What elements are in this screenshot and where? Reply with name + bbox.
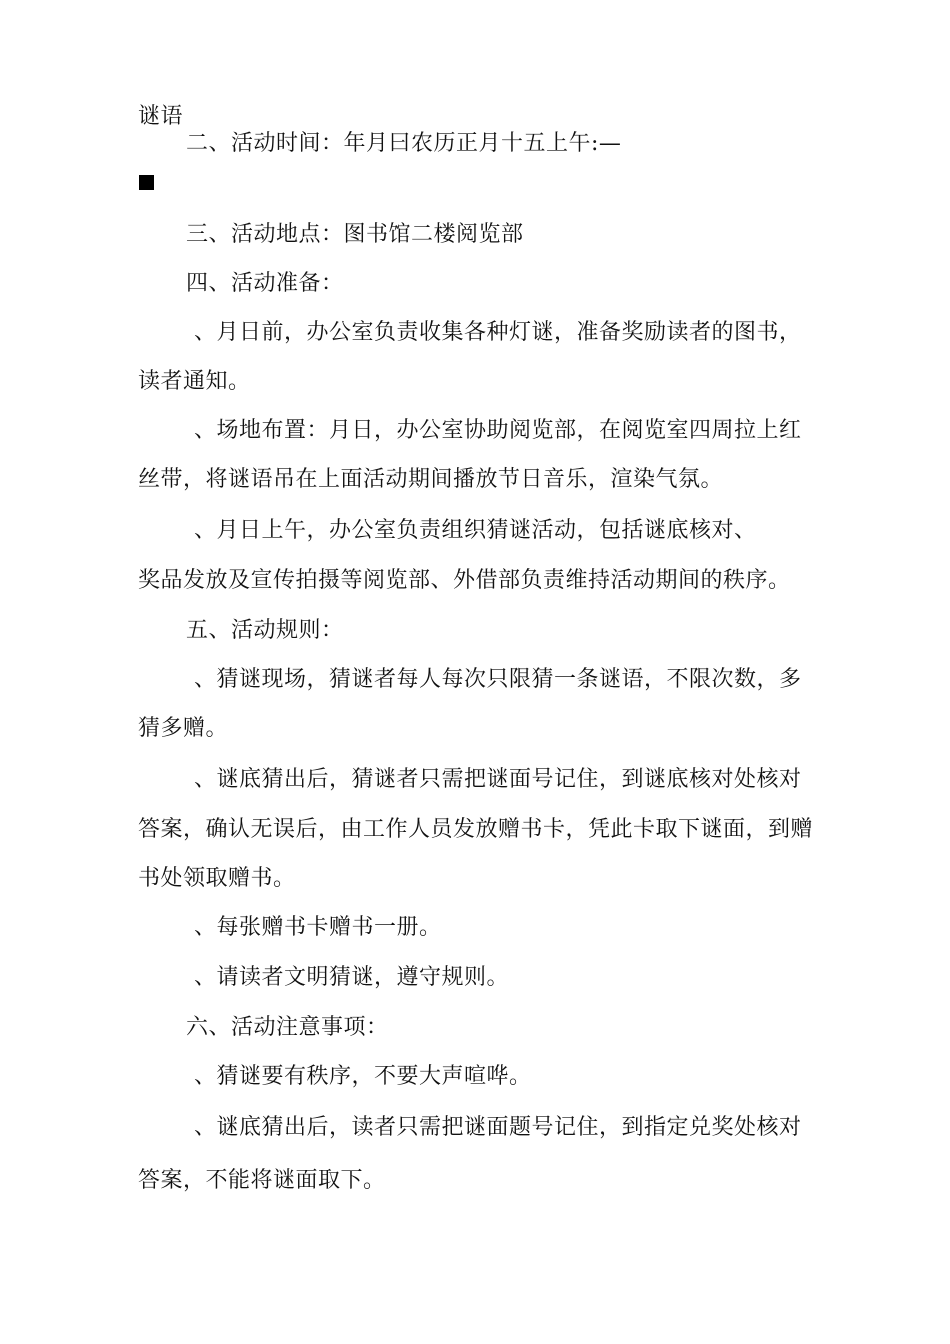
section-heading-location: 三、活动地点：图书馆二楼阅览部 bbox=[186, 222, 524, 247]
section-heading-preparation: 四、活动准备： bbox=[186, 271, 344, 296]
paragraph-line: 、猜谜要有秩序，不要大声喧哗。 bbox=[194, 1064, 532, 1089]
paragraph-line: 书处领取赠书。 bbox=[138, 866, 296, 891]
paragraph-line: 读者通知。 bbox=[138, 369, 251, 394]
section-heading-rules: 五、活动规则： bbox=[186, 618, 344, 643]
paragraph-line: 答案，不能将谜面取下。 bbox=[138, 1168, 386, 1193]
paragraph-line: 、月日上午，办公室负责组织猜谜活动，包括谜底核对、 bbox=[194, 518, 757, 543]
paragraph-line: 猜多赠。 bbox=[138, 716, 229, 741]
text-line: 谜语 bbox=[138, 104, 184, 129]
square-bullet-icon bbox=[139, 175, 154, 190]
paragraph-line: 、月日前，办公室负责收集各种灯谜，准备奖励读者的图书， bbox=[194, 320, 802, 345]
section-heading-time: 二、活动时间：年月曰农历正月十五上午:— bbox=[186, 131, 622, 156]
paragraph-line: 答案，确认无误后，由工作人员发放赠书卡，凭此卡取下谜面，到赠 bbox=[138, 817, 814, 842]
paragraph-line: 、谜底猜出后，读者只需把谜面题号记住，到指定兑奖处核对 bbox=[194, 1115, 802, 1140]
paragraph-line: 、谜底猜出后，猜谜者只需把谜面号记住，到谜底核对处核对 bbox=[194, 767, 802, 792]
paragraph-line: 丝带，将谜语吊在上面活动期间播放节日音乐，渲染气氛。 bbox=[138, 467, 724, 492]
paragraph-line: 奖品发放及宣传拍摄等阅览部、外借部负责维持活动期间的秩序。 bbox=[138, 568, 791, 593]
paragraph-line: 、每张赠书卡赠书一册。 bbox=[194, 915, 442, 940]
paragraph-line: 、请读者文明猜谜，遵守规则。 bbox=[194, 965, 510, 990]
section-heading-notes: 六、活动注意事项： bbox=[186, 1015, 389, 1040]
paragraph-line: 、猜谜现场，猜谜者每人每次只限猜一条谜语，不限次数，多 bbox=[194, 667, 802, 692]
paragraph-line: 、场地布置：月日，办公室协助阅览部，在阅览室四周拉上红 bbox=[194, 418, 802, 443]
